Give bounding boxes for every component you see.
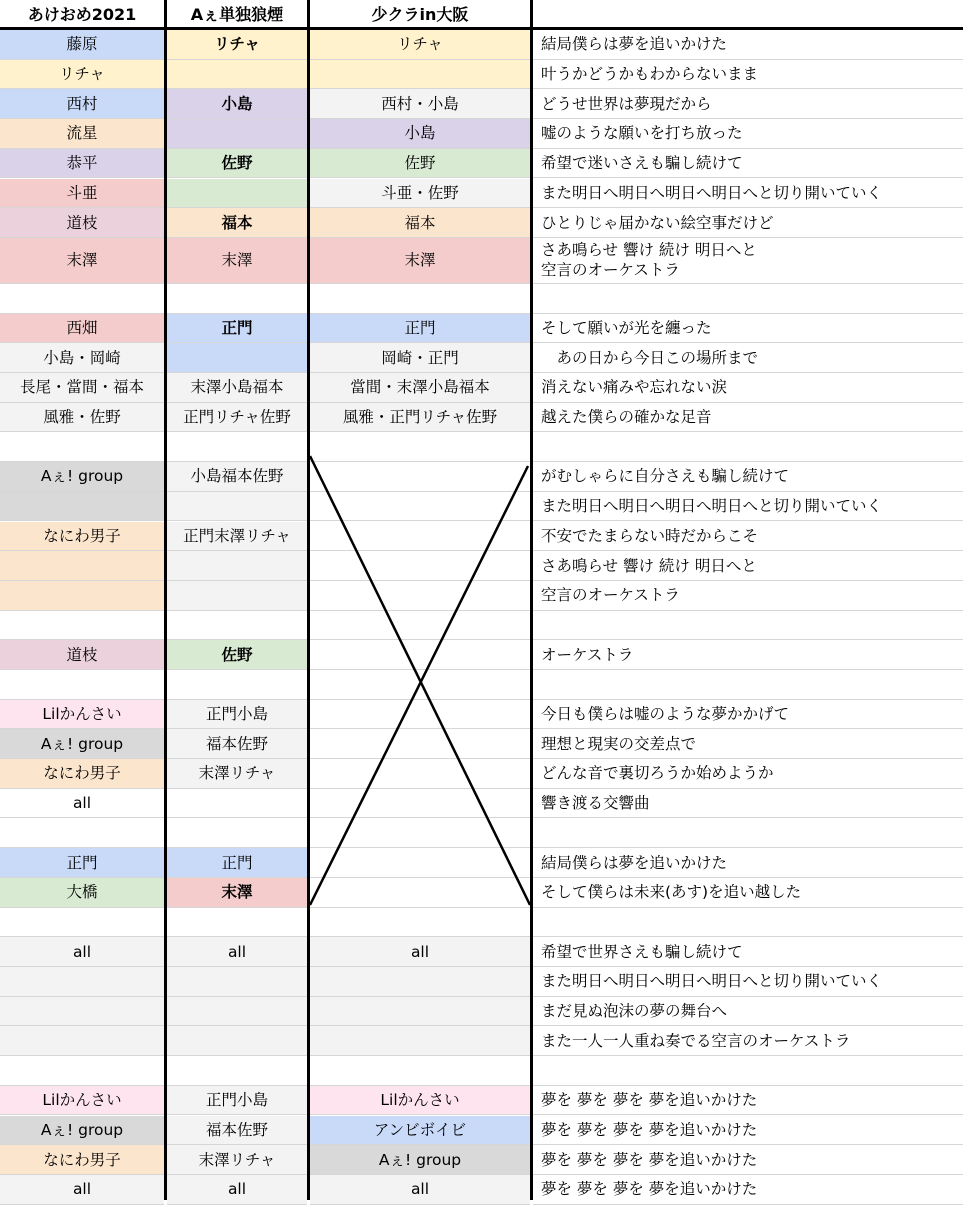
- part-cell-1: 道枝: [0, 208, 164, 238]
- part-cell-1: 恭平: [0, 149, 164, 179]
- part-cell-3: Lilかんさい: [310, 1086, 530, 1116]
- lyric-cell: 響き渡る交響曲: [533, 789, 963, 819]
- lyric-cell: 理想と現実の交差点で: [533, 729, 963, 759]
- part-cell-1: 道枝: [0, 640, 164, 670]
- part-cell-1: 小島・岡崎: [0, 343, 164, 373]
- part-cell-3: 小島: [310, 119, 530, 149]
- part-cell-3: リチャ: [310, 30, 530, 60]
- part-cell-1: 西村: [0, 89, 164, 119]
- part-cell-1: なにわ男子: [0, 759, 164, 789]
- part-cell-1: 長尾・當間・福本: [0, 373, 164, 403]
- lyric-cell: 夢を 夢を 夢を 夢を追いかけた: [533, 1175, 963, 1205]
- part-cell-1: なにわ男子: [0, 1145, 164, 1175]
- part-cell-3: 斗亜・佐野: [310, 179, 530, 209]
- part-cell-1: 末澤: [0, 238, 164, 284]
- lyric-cell: また明日へ明日へ明日へ明日へと切り開いていく: [533, 179, 963, 209]
- lyric-cell: そして願いが光を纏った: [533, 314, 963, 344]
- lyric-cell: 空言のオーケストラ: [533, 581, 963, 611]
- part-cell-1: all: [0, 789, 164, 819]
- lyric-cell: 希望で世界さえも騙し続けて: [533, 937, 963, 967]
- part-cell-2: 末澤リチャ: [167, 759, 307, 789]
- lyric-cell: 消えない痛みや忘れない涙: [533, 373, 963, 403]
- header-shoukura-in-osaka: 少クラin大阪: [371, 5, 469, 24]
- part-cell-2: 正門末澤リチャ: [167, 522, 307, 552]
- part-cell-2: 末澤小島福本: [167, 373, 307, 403]
- part-cell-2: all: [167, 937, 307, 967]
- part-cell-2: 正門小島: [167, 1086, 307, 1116]
- part-cell-1: 風雅・佐野: [0, 403, 164, 433]
- part-cell-1: all: [0, 1175, 164, 1205]
- part-cell-1: 大橋: [0, 878, 164, 908]
- part-cell-2: 福本佐野: [167, 729, 307, 759]
- part-cell-2: 小島福本佐野: [167, 462, 307, 492]
- lyric-line: さあ鳴らせ 響け 続け 明日へと: [541, 241, 757, 260]
- cross-line-2: [310, 466, 528, 905]
- header-ae-tandoku-noroshi: Aぇ単独狼煙: [190, 5, 284, 24]
- part-cell-2: 正門: [167, 314, 307, 344]
- part-cell-3: 福本: [310, 208, 530, 238]
- lyric-cell: また明日へ明日へ明日へ明日へと切り開いていく: [533, 492, 963, 522]
- part-cell-3: 西村・小島: [310, 89, 530, 119]
- part-cell-2: 福本佐野: [167, 1116, 307, 1146]
- lyric-cell: がむしゃらに自分さえも騙し続けて: [533, 462, 963, 492]
- part-cell-1: 斗亜: [0, 179, 164, 209]
- lyric-cell: さあ鳴らせ 響け 続け 明日へと: [533, 551, 963, 581]
- part-cell-1: Lilかんさい: [0, 700, 164, 730]
- lyric-cell: 越えた僕らの確かな足音: [533, 403, 963, 433]
- part-cell-1: なにわ男子: [0, 522, 164, 552]
- lyric-cell: 嘘のような願いを打ち放った: [533, 119, 963, 149]
- part-cell-3: all: [310, 937, 530, 967]
- part-cell-3: 當間・末澤小島福本: [310, 373, 530, 403]
- part-cell-2: 小島: [167, 89, 307, 119]
- lyric-cell: まだ見ぬ泡沫の夢の舞台へ: [533, 997, 963, 1027]
- part-cell-2: 末澤リチャ: [167, 1145, 307, 1175]
- lyric-cell: どうせ世界は夢現だから: [533, 89, 963, 119]
- part-cell-1: Aぇ! group: [0, 462, 164, 492]
- part-cell-2: 正門小島: [167, 700, 307, 730]
- part-cell-1: 藤原: [0, 30, 164, 60]
- header-akeome2021: あけおめ2021: [27, 5, 137, 24]
- part-cell-1: Lilかんさい: [0, 1086, 164, 1116]
- lyric-cell: 結局僕らは夢を追いかけた: [533, 30, 963, 60]
- lyric-cell: どんな音で裏切ろうか始めようか: [533, 759, 963, 789]
- part-cell-3: アンビボイビ: [310, 1116, 530, 1146]
- part-cell-1: 西畑: [0, 314, 164, 344]
- part-cell-2: 福本: [167, 208, 307, 238]
- lyric-cell: また明日へ明日へ明日へ明日へと切り開いていく: [533, 967, 963, 997]
- part-cell-2: 末澤: [167, 238, 307, 284]
- part-cell-1: リチャ: [0, 60, 164, 90]
- part-cell-1: Aぇ! group: [0, 1116, 164, 1146]
- part-cell-3: 正門: [310, 314, 530, 344]
- lyric-cell: 夢を 夢を 夢を 夢を追いかけた: [533, 1116, 963, 1146]
- part-cell-2: リチャ: [167, 30, 307, 60]
- lyric-cell: 希望で迷いさえも騙し続けて: [533, 149, 963, 179]
- lyric-cell: そして僕らは未来(あす)を追い越した: [533, 878, 963, 908]
- part-cell-1: Aぇ! group: [0, 729, 164, 759]
- part-cell-2: 正門リチャ佐野: [167, 403, 307, 433]
- lyric-cell: また一人一人重ね奏でる空言のオーケストラ: [533, 1026, 963, 1056]
- part-cell-3: all: [310, 1175, 530, 1205]
- lyric-cell: 不安でたまらない時だからこそ: [533, 522, 963, 552]
- lyric-cell: 結局僕らは夢を追いかけた: [533, 848, 963, 878]
- lyric-cell: 叶うかどうかもわからないまま: [533, 60, 963, 90]
- part-cell-2: 佐野: [167, 640, 307, 670]
- part-cell-3: 佐野: [310, 149, 530, 179]
- part-cell-3: 末澤: [310, 238, 530, 284]
- part-cell-3: 岡崎・正門: [310, 343, 530, 373]
- lyric-cell: 今日も僕らは嘘のような夢かかげて: [533, 700, 963, 730]
- part-cell-2: 正門: [167, 848, 307, 878]
- part-cell-2: all: [167, 1175, 307, 1205]
- part-cell-3: 風雅・正門リチャ佐野: [310, 403, 530, 433]
- lyric-line: 空言のオーケストラ: [541, 261, 680, 280]
- part-cell-1: all: [0, 937, 164, 967]
- lyric-cell: あの日から今日この場所まで: [533, 343, 963, 373]
- part-cell-2: 末澤: [167, 878, 307, 908]
- lyric-cell: 夢を 夢を 夢を 夢を追いかけた: [533, 1086, 963, 1116]
- part-cell-1: 流星: [0, 119, 164, 149]
- part-cell-1: 正門: [0, 848, 164, 878]
- lyric-cell: オーケストラ: [533, 640, 963, 670]
- lyric-cell: ひとりじゃ届かない絵空事だけど: [533, 208, 963, 238]
- part-cell-2: 佐野: [167, 149, 307, 179]
- part-cell-3: Aぇ! group: [310, 1145, 530, 1175]
- lyric-cell: 夢を 夢を 夢を 夢を追いかけた: [533, 1145, 963, 1175]
